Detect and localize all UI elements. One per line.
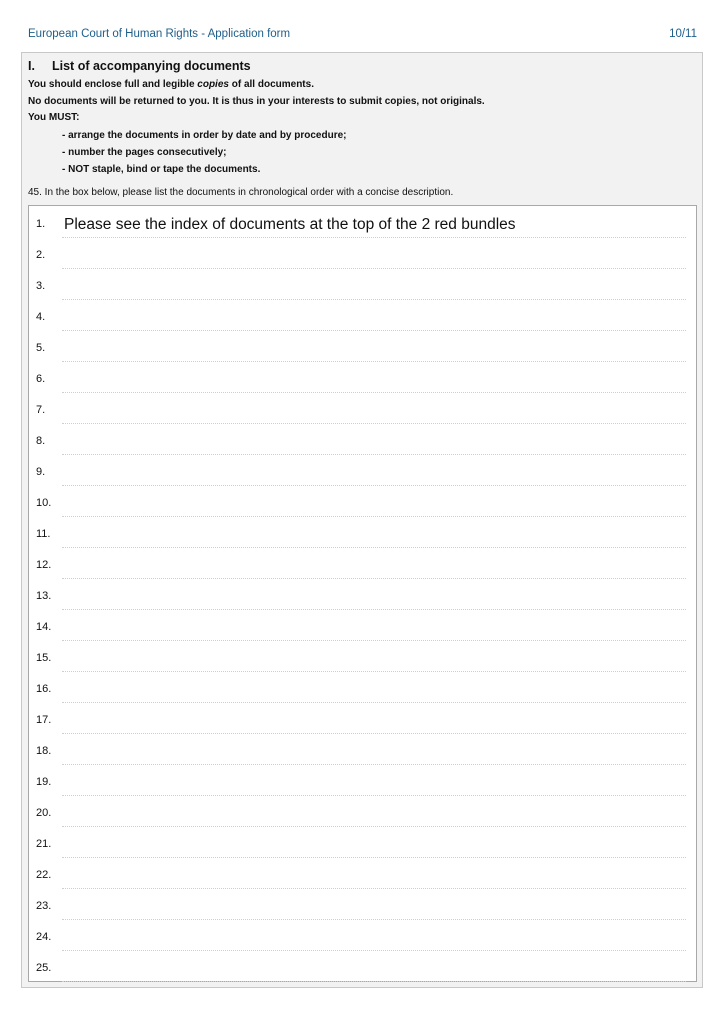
document-row-number: 14. (36, 621, 52, 633)
document-row-number: 22. (36, 869, 52, 881)
document-row[interactable] (29, 426, 696, 457)
entry-line (62, 485, 686, 486)
section-number: I. (28, 59, 35, 73)
page-number: 10/11 (669, 28, 697, 40)
instruction-must: You MUST: (28, 112, 80, 123)
page-header (28, 28, 697, 44)
entry-line (62, 578, 686, 579)
section-title: List of accompanying documents (52, 59, 251, 73)
document-row-number: 10. (36, 497, 52, 509)
must-item: - NOT staple, bind or tape the documents. (62, 164, 261, 175)
document-row[interactable] (29, 581, 696, 612)
entry-line (62, 516, 686, 517)
document-row[interactable] (29, 860, 696, 891)
instruction-text: You should enclose full and legible (28, 79, 198, 90)
entry-line (62, 795, 686, 796)
entry-line (62, 764, 686, 765)
section-heading (28, 59, 251, 73)
document-row-number: 4. (36, 311, 46, 323)
document-row-number: 19. (36, 776, 52, 788)
document-row[interactable] (29, 891, 696, 922)
document-row-number: 23. (36, 900, 52, 912)
entry-line (62, 640, 686, 641)
section-accompanying-documents (21, 52, 703, 988)
entry-line (62, 361, 686, 362)
document-row-number: 21. (36, 838, 52, 850)
document-row[interactable] (29, 767, 696, 798)
document-row-number: 3. (36, 280, 46, 292)
document-row-number: 1. (36, 218, 46, 230)
entry-line (62, 454, 686, 455)
entry-line (62, 702, 686, 703)
entry-line (62, 919, 686, 920)
entry-line (62, 950, 686, 951)
document-row-number: 24. (36, 931, 52, 943)
document-row-number: 15. (36, 652, 52, 664)
document-row[interactable] (29, 674, 696, 705)
question-45: 45. In the box below, please list the documents in chronological order with a concise description. (28, 187, 454, 198)
document-row-entry[interactable]: Please see the index of documents at the top of the 2 red bundles (64, 216, 516, 233)
documents-list-box[interactable] (28, 205, 697, 982)
entry-line (62, 299, 686, 300)
entry-line (62, 733, 686, 734)
entry-line (62, 423, 686, 424)
document-row-number: 20. (36, 807, 52, 819)
entry-line (62, 671, 686, 672)
document-row-number: 6. (36, 373, 46, 385)
entry-line (62, 237, 686, 238)
document-row-number: 13. (36, 590, 52, 602)
entry-line (62, 981, 686, 982)
document-row-number: 5. (36, 342, 46, 354)
document-row-number: 17. (36, 714, 52, 726)
document-row[interactable] (29, 333, 696, 364)
entry-line (62, 857, 686, 858)
document-row[interactable] (29, 395, 696, 426)
document-row[interactable] (29, 457, 696, 488)
document-row-number: 25. (36, 962, 52, 974)
document-row[interactable] (29, 736, 696, 767)
document-row[interactable] (29, 488, 696, 519)
document-row[interactable] (29, 302, 696, 333)
document-row[interactable] (29, 705, 696, 736)
document-row[interactable] (29, 953, 696, 984)
document-row-number: 8. (36, 435, 46, 447)
document-row[interactable] (29, 829, 696, 860)
document-row[interactable] (29, 271, 696, 302)
instruction-text: of all documents. (228, 79, 314, 90)
entry-line (62, 826, 686, 827)
document-row[interactable] (29, 519, 696, 550)
document-row[interactable] (29, 798, 696, 829)
document-row-number: 16. (36, 683, 52, 695)
document-row-number: 11. (36, 528, 51, 540)
document-row-number: 7. (36, 404, 46, 416)
entry-line (62, 888, 686, 889)
entry-line (62, 392, 686, 393)
entry-line (62, 609, 686, 610)
document-row-number: 18. (36, 745, 52, 757)
entry-line (62, 547, 686, 548)
document-row[interactable] (29, 209, 696, 240)
must-item: - arrange the documents in order by date and by procedure; (62, 130, 347, 141)
entry-line (62, 330, 686, 331)
document-row[interactable] (29, 643, 696, 674)
form-title: European Court of Human Rights - Application form (28, 28, 291, 40)
document-row-number: 9. (36, 466, 46, 478)
instruction-enclose-copies (28, 79, 314, 91)
instruction-no-return: No documents will be returned to you. It is thus in your interests to submit copies, not originals. (28, 96, 485, 107)
entry-line (62, 268, 686, 269)
document-row[interactable] (29, 612, 696, 643)
document-row[interactable] (29, 240, 696, 271)
document-row[interactable] (29, 364, 696, 395)
document-row[interactable] (29, 550, 696, 581)
document-row-number: 2. (36, 249, 46, 261)
document-row[interactable] (29, 922, 696, 953)
instruction-emphasis: copies (197, 79, 229, 90)
must-item: - number the pages consecutively; (62, 147, 227, 158)
document-row-number: 12. (36, 559, 52, 571)
